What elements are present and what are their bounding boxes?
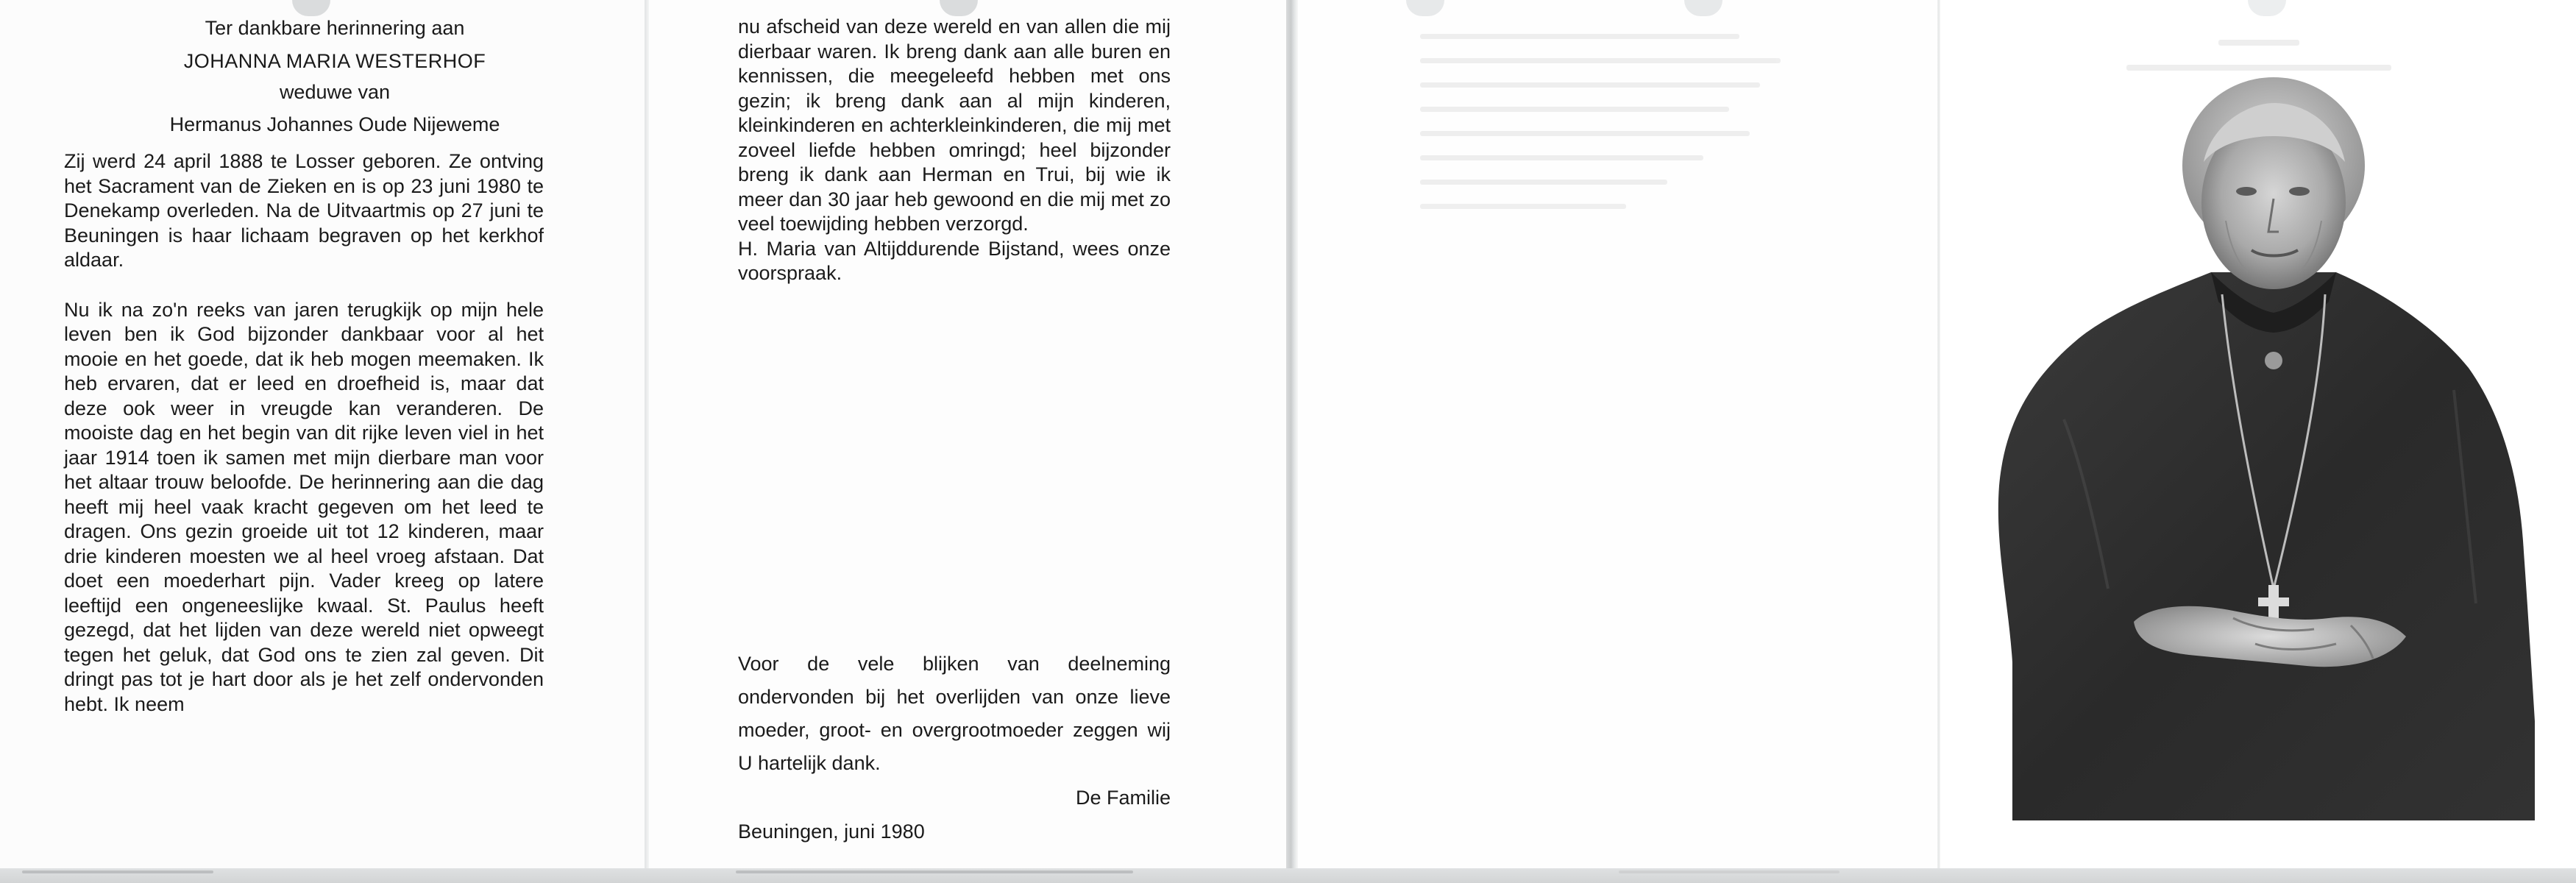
punch-mark (2248, 0, 2286, 16)
page-fold (1937, 0, 1940, 883)
show-through-text (1420, 15, 1935, 383)
prayer-line: H. Maria van Altijddurende Bijstand, wees onze voorspraak. (738, 237, 1171, 284)
punch-mark (292, 0, 330, 16)
thanks-block (738, 648, 1171, 846)
edge-scuff (1619, 870, 1839, 873)
deceased-name: JOHANNA MARIA WESTERHOF (183, 50, 486, 72)
place-date: Beuningen, juni 1980 (738, 820, 925, 843)
edge-scuff (22, 870, 213, 873)
edge-scuff (736, 870, 1133, 873)
card-panel-left (0, 0, 647, 883)
page-fold (645, 0, 649, 883)
heading-relation: weduwe van (279, 81, 391, 103)
scan-bottom-edge (0, 868, 2576, 883)
left-column-text (64, 149, 544, 717)
heading-intro: Ter dankbare herinnering aan (205, 17, 465, 39)
portrait-photo (1990, 74, 2535, 820)
farewell-paragraph: nu afscheid van deze wereld en van allen die mij dierbaar waren. Ik breng dank aan alle buren en kennissen, die meegeleefd hebben met ons gezin; ik breng dank aan al mijn kinderen, kleinkinderen en achterkleinkinderen, die mij met zoveel liefde hebben omringd; heel bijzonder breng ik dank aan Herman en Trui, bij wie ik meer dan 30 jaar heb gewoond en die mij met zo veel toewijding hebben verzorgd. (738, 15, 1171, 235)
family-signature: De Familie (1075, 787, 1171, 809)
punch-mark (1684, 0, 1722, 16)
thanks-text: Voor de vele blijken van deelneming ondervonden bij het overlijden van onze lieve moeder, groot- en overgrootmoeder zeggen wij U hartelijk dank. (738, 653, 1171, 774)
punch-mark (940, 0, 978, 16)
card-heading (118, 16, 552, 137)
biography-paragraph: Zij werd 24 april 1888 te Losser geboren. Ze ontving het Sacrament van de Zieken en is op 23 juni 1980 te Denekamp overleden. Na de Uitvaartmis op 27 juni te Beuningen is haar lichaam begraven op het kerkhof aldaar. (64, 150, 544, 271)
portrait-photo-image (1990, 74, 2535, 820)
right-column-text (738, 15, 1171, 286)
punch-mark (1406, 0, 1444, 16)
spouse-name: Hermanus Johannes Oude Nijeweme (169, 113, 500, 135)
reflection-paragraph: Nu ik na zo'n reeks van jaren terugkijk op mijn hele leven ben ik God bijzonder dankbaar voor al het mooie en het goede, dat ik heb mogen meemaken. Ik heb ervaren, dat er leed en droefheid is, maar dat deze ook weer in vreugde kan veranderen. De mooiste dag en het begin van dit rijke leven viel in het jaar 1914 toen ik samen met mijn dierbare man voor het altaar trouw beloofde. De herinnering aan die dag heeft mij heel vaak kracht gegeven om het leed te dragen. Ons gezin groeide uit tot 12 kinderen, maar drie kinderen moesten we al heel vroeg afstaan. Dat doet een moederhart pijn. Vader kreeg op latere leeftijd een ongeneeslijke kwaal. St. Paulus heeft gezegd, dat het lijden van deze wereld niet opweegt tegen het geluk, dat God ons te zien zal geven. Dit dringt pas tot je hart door als je het zelf ondervonden hebt. Ik neem (64, 298, 544, 715)
card-center-fold (1286, 0, 1298, 883)
